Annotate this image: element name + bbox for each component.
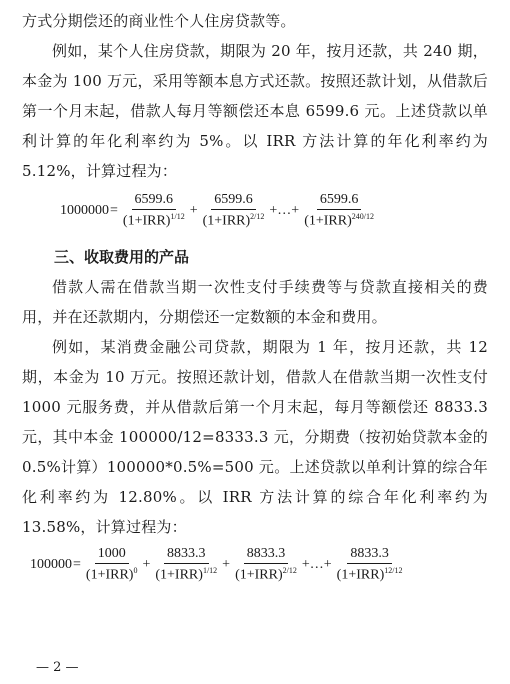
formula-1-term-3 [301, 192, 377, 230]
formula-1-numerator-3: 6599.6 [317, 192, 362, 210]
paragraph-1: 方式分期偿还的商业性个人住房贷款等。 [22, 12, 296, 30]
formula-2-equals: = [73, 556, 81, 572]
formula-2-plus-1: + [142, 556, 151, 572]
formula-2-term-4 [334, 546, 406, 584]
formula-2-denominator-2: $(1+IRR)^{1/12}$ [155, 566, 218, 583]
formula-2-denominator-3: $(1+IRR)^{2/12}$ [235, 566, 297, 583]
paragraph-2: 例如，某个人住房贷款，期限为 20 年，按月还款，共 240 期，本金为 100 万元，采用等额本息方式还款。按照还款计划，从借款后第一个月末起，借款人每月等额偿还本息 6599.6 元。上述贷款以单利计算的年化利率约为 5%。以 IRR 方法计算的年化利率约为 5.12%，计算过程为： [22, 42, 488, 180]
formula-1-term-2 [200, 192, 268, 230]
paragraph-3: 借款人需在借款当期一次性支付手续费等与贷款直接相关的费用，并在还款期内，分期偿还一定数额的本金和费用。 [22, 278, 488, 326]
formula-2-term-1 [83, 546, 141, 584]
formula-1-denominator-1: $(1+IRR)^{1/12}$ [122, 212, 185, 229]
page-number: — 2 — [36, 660, 79, 675]
formula-1-term-1 [120, 192, 188, 230]
formula-2-term-2 [152, 546, 220, 584]
formula-2-numerator-3: 8833.3 [244, 546, 289, 564]
formula-2-ellipsis: +…+ [301, 556, 332, 572]
formula-2 [30, 546, 406, 584]
formula-1-plus-1: + [189, 202, 198, 218]
formula-2-plus-2: + [222, 556, 231, 572]
formula-2-denominator-4: $(1+IRR)^{12/12}$ [336, 566, 403, 583]
formula-2-lhs: 100000 [30, 556, 72, 572]
formula-2-denominator-1: $(1+IRR)^0$ [85, 566, 138, 583]
formula-2-numerator-2: 8833.3 [164, 546, 209, 564]
formula-1-numerator-2: 6599.6 [211, 192, 256, 210]
formula-1-denominator-2: $(1+IRR)^{2/12}$ [202, 212, 265, 229]
formula-1-lhs: 1000000 [60, 202, 109, 218]
formula-1 [60, 192, 378, 230]
formula-2-numerator-4: 8833.3 [347, 546, 392, 564]
paragraph-4: 例如，某消费金融公司贷款，期限为 1 年，按月还款，共 12 期，本金为 10 万元。按照还款计划，借款人在借款当期一次性支付 1000 元服务费，并从借款后第一个月末起，每月等额偿还 8833.3 元，其中本金 100000/12=8333.3 元，分期费（按初始贷款本金的 0.5%计算）100000*0.5%=500 元。上述贷款以单利计算的综合年化利率约为 12.80%。以 IRR 方法计算的综合年化利率约为 13.58%，计算过程为： [22, 338, 488, 536]
formula-1-denominator-3: $(1+IRR)^{240/12}$ [304, 212, 374, 229]
formula-1-equals: = [110, 202, 118, 218]
section-heading: 三、收取费用的产品 [54, 248, 190, 266]
formula-2-numerator-1: 1000 [95, 546, 129, 564]
formula-2-term-3 [232, 546, 300, 584]
formula-1-numerator-1: 6599.6 [132, 192, 177, 210]
formula-1-ellipsis: +…+ [269, 202, 300, 218]
